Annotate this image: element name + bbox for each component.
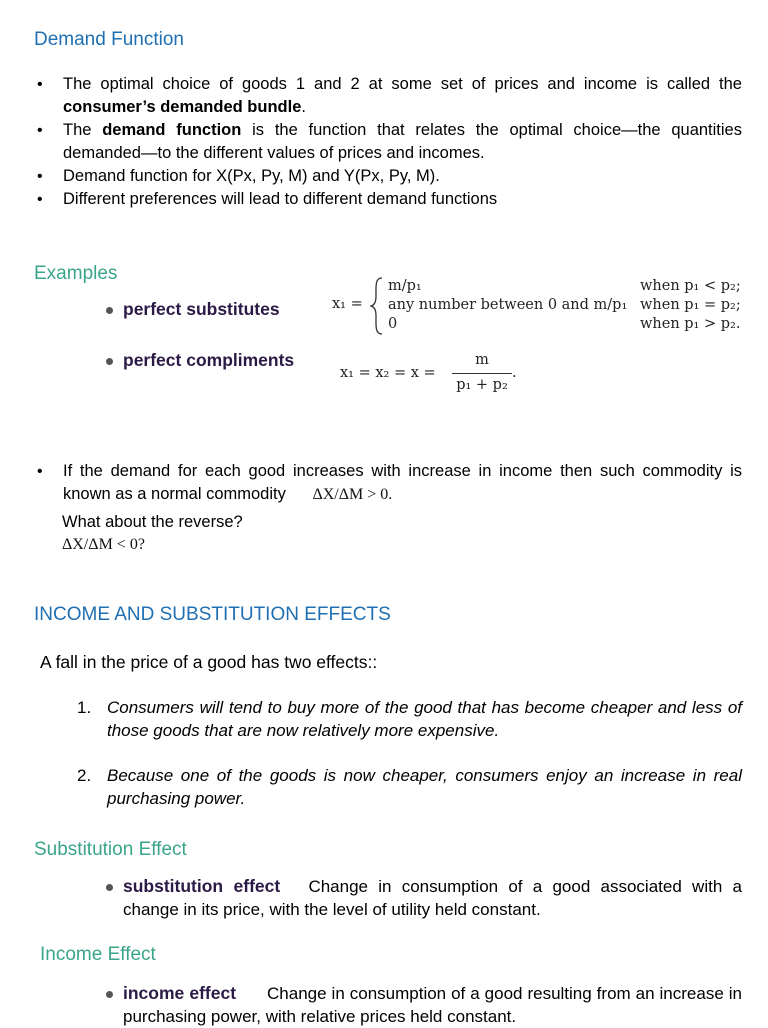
list-item xyxy=(34,73,742,119)
bullet-icon: • xyxy=(37,191,43,208)
bullet-dot-icon xyxy=(106,307,113,314)
left-brace-icon xyxy=(370,276,384,336)
normal-commodity-formula: ΔX/ΔM > 0. xyxy=(312,486,393,503)
income-effect-text: Change in consumption of a good resulting from an increase in purchasing power, with relative prices held constant. xyxy=(123,984,742,1026)
bullet-dot-icon xyxy=(106,884,113,891)
bullet-text: Demand function for X(Px, Py, M) and Y(Px, Py, M). xyxy=(63,167,440,185)
heading-income-effect: Income Effect xyxy=(40,944,156,965)
bullet-icon: • xyxy=(37,463,43,480)
bullet-text: The optimal choice of goods 1 and 2 at some set of prices and income is called the xyxy=(63,75,742,93)
reverse-formula: ΔX/ΔM < 0? xyxy=(62,536,145,553)
list-item xyxy=(34,119,742,165)
formula-comp-period: . xyxy=(512,365,517,381)
substitution-effect-text: Change in consumption of a good associated with a change in its price, with the level of utility held constant. xyxy=(123,877,742,919)
fall-in-price-text: A fall in the price of a good has two effects:: xyxy=(40,652,378,672)
item-text: Consumers will tend to buy more of the good that has become cheaper and less of those goods that are now relatively more expensive. xyxy=(107,698,742,740)
reverse-question: What about the reverse? xyxy=(62,513,243,531)
formula-cond-1: when p₁ < p₂; xyxy=(640,278,741,294)
normal-commodity-text: If the demand for each good increases with increase in income then such commodity is known as a normal commodity xyxy=(63,462,742,503)
heading-examples: Examples xyxy=(34,263,118,284)
formula-case-3: 0 xyxy=(388,316,398,332)
heading-substitution-effect: Substitution Effect xyxy=(34,839,187,860)
heading-income-substitution: INCOME AND SUBSTITUTION EFFECTS xyxy=(34,604,391,625)
income-effect-definition xyxy=(123,982,742,1028)
income-effect-term: income effect xyxy=(123,983,237,1003)
bullet-text: The xyxy=(63,121,103,139)
bullet-text: Different preferences will lead to different demand functions xyxy=(63,190,498,208)
formula-case-1: m/p₁ xyxy=(388,278,422,294)
bullet-dot-icon xyxy=(106,358,113,365)
list-item xyxy=(34,460,742,506)
fraction-bar xyxy=(452,373,512,374)
bullet-icon: • xyxy=(37,168,43,185)
substitution-effect-definition xyxy=(123,875,742,921)
formula-cond-2: when p₁ = p₂; xyxy=(640,297,741,313)
formula-lhs: x₁ = xyxy=(332,296,363,312)
formula-case-2: any number between 0 and m/p₁ xyxy=(388,297,628,313)
bullet-text-end: is the function that relates the optimal choice—the quantities demanded—to the different values of prices and incomes. xyxy=(63,121,742,162)
list-item xyxy=(34,188,742,211)
item-number: 1. xyxy=(77,698,92,717)
formula-cond-3: when p₁ > p₂. xyxy=(640,316,741,332)
substitution-effect-term: substitution effect xyxy=(123,876,281,896)
bullet-text-end: . xyxy=(301,98,306,116)
item-number: 2. xyxy=(77,766,92,785)
bullet-icon: • xyxy=(37,122,43,139)
bold-term: demand function xyxy=(102,121,242,139)
example-perfect-compliments: perfect compliments xyxy=(123,350,295,370)
list-item xyxy=(34,165,742,188)
item-text: Because one of the goods is now cheaper, consumers enjoy an increase in real purchasing power. xyxy=(107,766,742,808)
bold-term: consumer’s demanded bundle xyxy=(63,98,302,116)
numbered-item-2 xyxy=(77,764,742,810)
example-perfect-substitutes: perfect substitutes xyxy=(123,299,280,319)
bullet-dot-icon xyxy=(106,991,113,998)
formula-comp-denominator: p₁ + p₂ xyxy=(456,377,508,393)
formula-comp-numerator: m xyxy=(475,352,489,368)
intro-bullet-list xyxy=(34,73,742,211)
formula-comp-lhs: x₁ = x₂ = x = xyxy=(340,365,436,381)
heading-demand-function: Demand Function xyxy=(34,29,184,50)
bullet-icon: • xyxy=(37,76,43,93)
bullet-text xyxy=(34,460,742,506)
numbered-item-1 xyxy=(77,696,742,742)
